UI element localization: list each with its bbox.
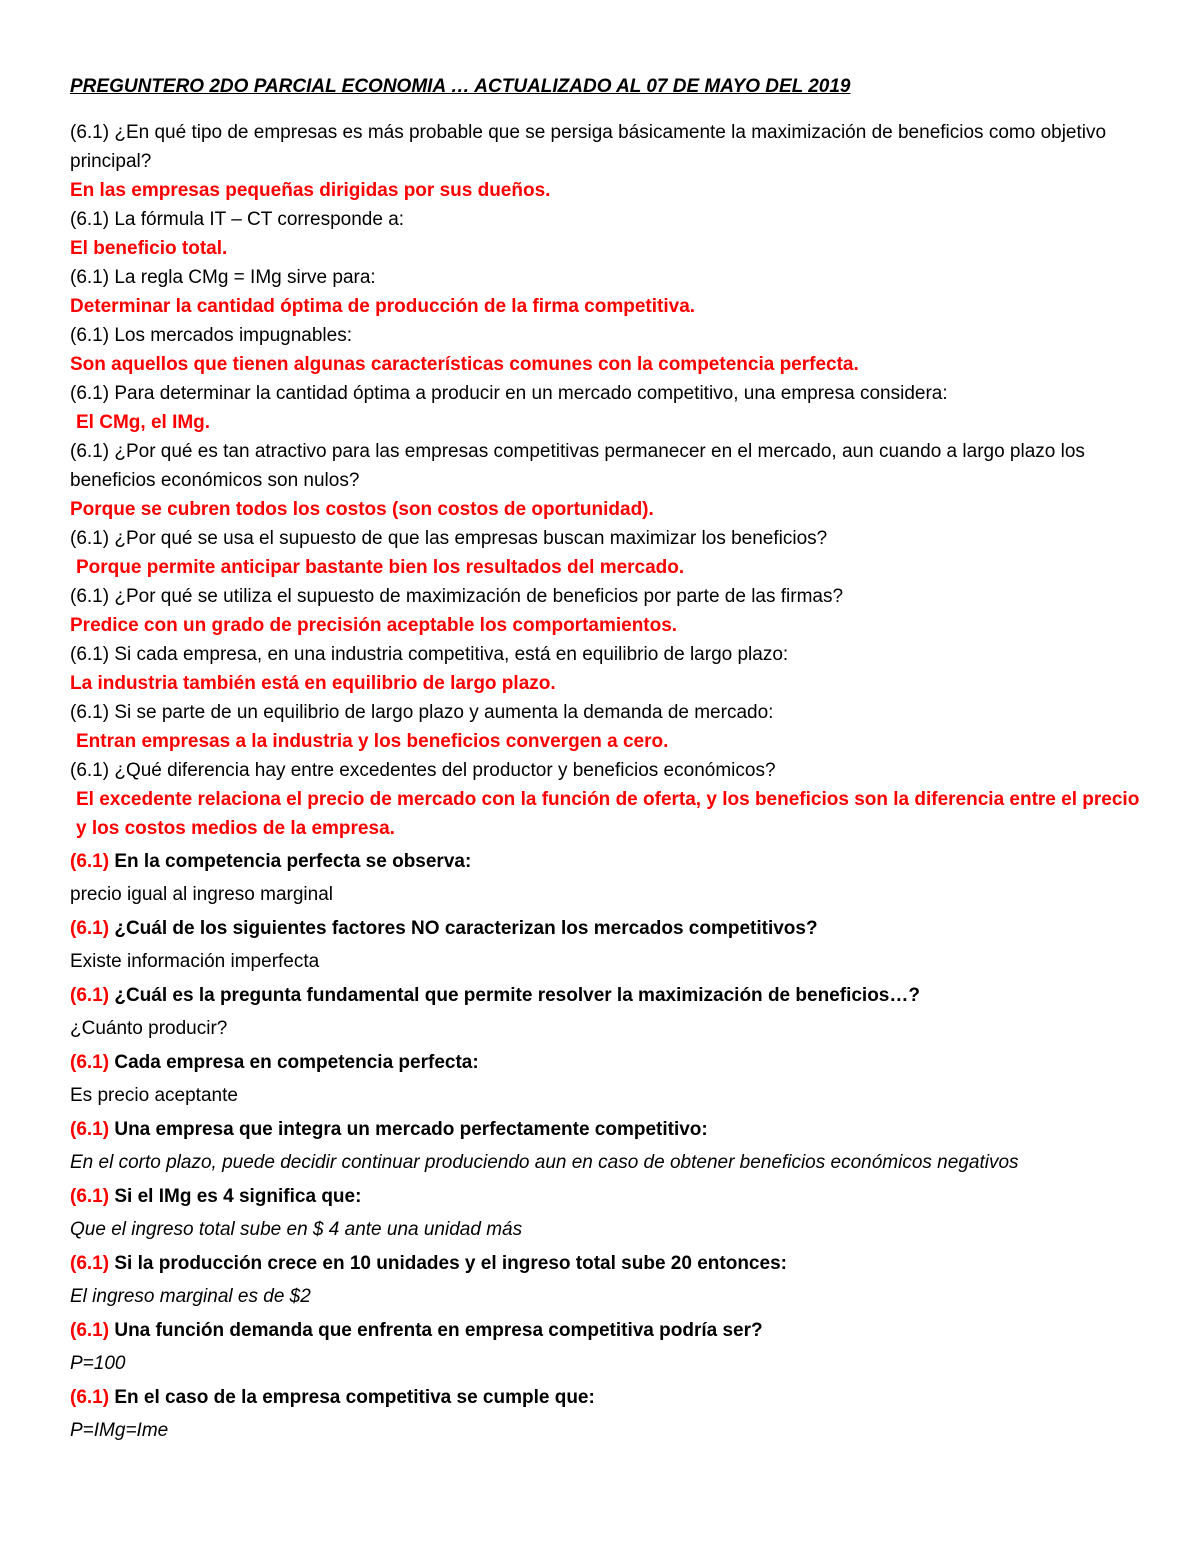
question-number: (6.1) — [70, 1320, 110, 1341]
answer: Son aquellos que tienen algunas características comunes con la competencia perfecta. — [70, 354, 859, 375]
question-number: (6.1) — [70, 1119, 110, 1140]
question — [70, 1048, 1140, 1078]
answer: Porque permite anticipar bastante bien los resultados del mercado. — [76, 557, 685, 578]
qa-section-1 — [70, 118, 1140, 843]
question: (6.1) ¿Por qué es tan atractivo para las empresas competitivas permanecer en el mercado, aun cuando a largo plazo los beneficios económicos son nulos? — [70, 441, 1085, 491]
question-text: En la competencia perfecta se observa: — [114, 851, 472, 872]
answer: Es precio aceptante — [70, 1085, 238, 1106]
question: (6.1) Los mercados impugnables: — [70, 325, 352, 346]
answer: En el corto plazo, puede decidir continuar produciendo aun en caso de obtener beneficios económicos negativos — [70, 1152, 1019, 1173]
question — [70, 1316, 1140, 1346]
question-text: ¿Cuál de los siguientes factores NO caracterizan los mercados competitivos? — [114, 918, 818, 939]
question — [70, 914, 1140, 944]
answer: P=IMg=Ime — [70, 1420, 169, 1441]
question-number: (6.1) — [70, 1253, 110, 1274]
answer: Predice con un grado de precisión aceptable los comportamientos. — [70, 615, 678, 636]
answer: Porque se cubren todos los costos (son costos de oportunidad). — [70, 499, 654, 520]
question-number: (6.1) — [70, 1387, 110, 1408]
question: (6.1) Si cada empresa, en una industria competitiva, está en equilibrio de largo plazo: — [70, 644, 789, 665]
answer: En las empresas pequeñas dirigidas por sus dueños. — [70, 180, 551, 201]
question-number: (6.1) — [70, 851, 110, 872]
question: (6.1) ¿En qué tipo de empresas es más probable que se persiga básicamente la maximización de beneficios como objetivo principal? — [70, 122, 1107, 172]
question-number: (6.1) — [70, 985, 110, 1006]
answer: El beneficio total. — [70, 238, 228, 259]
answer: Determinar la cantidad óptima de producción de la firma competitiva. — [70, 296, 696, 317]
answer: La industria también está en equilibrio de largo plazo. — [70, 673, 556, 694]
question: (6.1) ¿Qué diferencia hay entre excedentes del productor y beneficios económicos? — [70, 760, 776, 781]
question-text: Una empresa que integra un mercado perfectamente competitivo: — [114, 1119, 708, 1140]
question-number: (6.1) — [70, 918, 110, 939]
answer: P=100 — [70, 1353, 126, 1374]
answer: El CMg, el IMg. — [76, 412, 211, 433]
question-text: Cada empresa en competencia perfecta: — [114, 1052, 479, 1073]
answer: Que el ingreso total sube en $ 4 ante una unidad más — [70, 1219, 523, 1240]
question-text: Si el IMg es 4 significa que: — [114, 1186, 362, 1207]
document-title: PREGUNTERO 2DO PARCIAL ECONOMIA … ACTUALIZADO AL 07 DE MAYO DEL 2019 — [70, 76, 851, 97]
question-number: (6.1) — [70, 1052, 110, 1073]
question: (6.1) ¿Por qué se usa el supuesto de que las empresas buscan maximizar los beneficios? — [70, 528, 828, 549]
qa-section-2 — [70, 847, 1140, 1446]
question — [70, 1115, 1140, 1145]
question — [70, 847, 1140, 877]
question-text: Si la producción crece en 10 unidades y el ingreso total sube 20 entonces: — [114, 1253, 787, 1274]
question-text: En el caso de la empresa competitiva se cumple que: — [114, 1387, 595, 1408]
question — [70, 1249, 1140, 1279]
answer: precio igual al ingreso marginal — [70, 884, 333, 905]
answer: El excedente relaciona el precio de mercado con la función de oferta, y los beneficios son la diferencia entre el precio y los costos medios de la empresa. — [76, 789, 1140, 839]
question — [70, 1182, 1140, 1212]
answer: Existe información imperfecta — [70, 951, 320, 972]
answer: ¿Cuánto producir? — [70, 1018, 228, 1039]
question-text: Una función demanda que enfrenta en empresa competitiva podría ser? — [114, 1320, 763, 1341]
question — [70, 981, 1140, 1011]
question: (6.1) ¿Por qué se utiliza el supuesto de maximización de beneficios por parte de las firmas? — [70, 586, 844, 607]
question — [70, 1383, 1140, 1413]
question-text: ¿Cuál es la pregunta fundamental que permite resolver la maximización de beneficios…? — [114, 985, 920, 1006]
question: (6.1) La regla CMg = IMg sirve para: — [70, 267, 376, 288]
question: (6.1) La fórmula IT – CT corresponde a: — [70, 209, 405, 230]
question: (6.1) Si se parte de un equilibrio de largo plazo y aumenta la demanda de mercado: — [70, 702, 774, 723]
question: (6.1) Para determinar la cantidad óptima a producir en un mercado competitivo, una empresa considera: — [70, 383, 948, 404]
question-number: (6.1) — [70, 1186, 110, 1207]
answer: El ingreso marginal es de $2 — [70, 1286, 311, 1307]
answer: Entran empresas a la industria y los beneficios convergen a cero. — [76, 731, 669, 752]
